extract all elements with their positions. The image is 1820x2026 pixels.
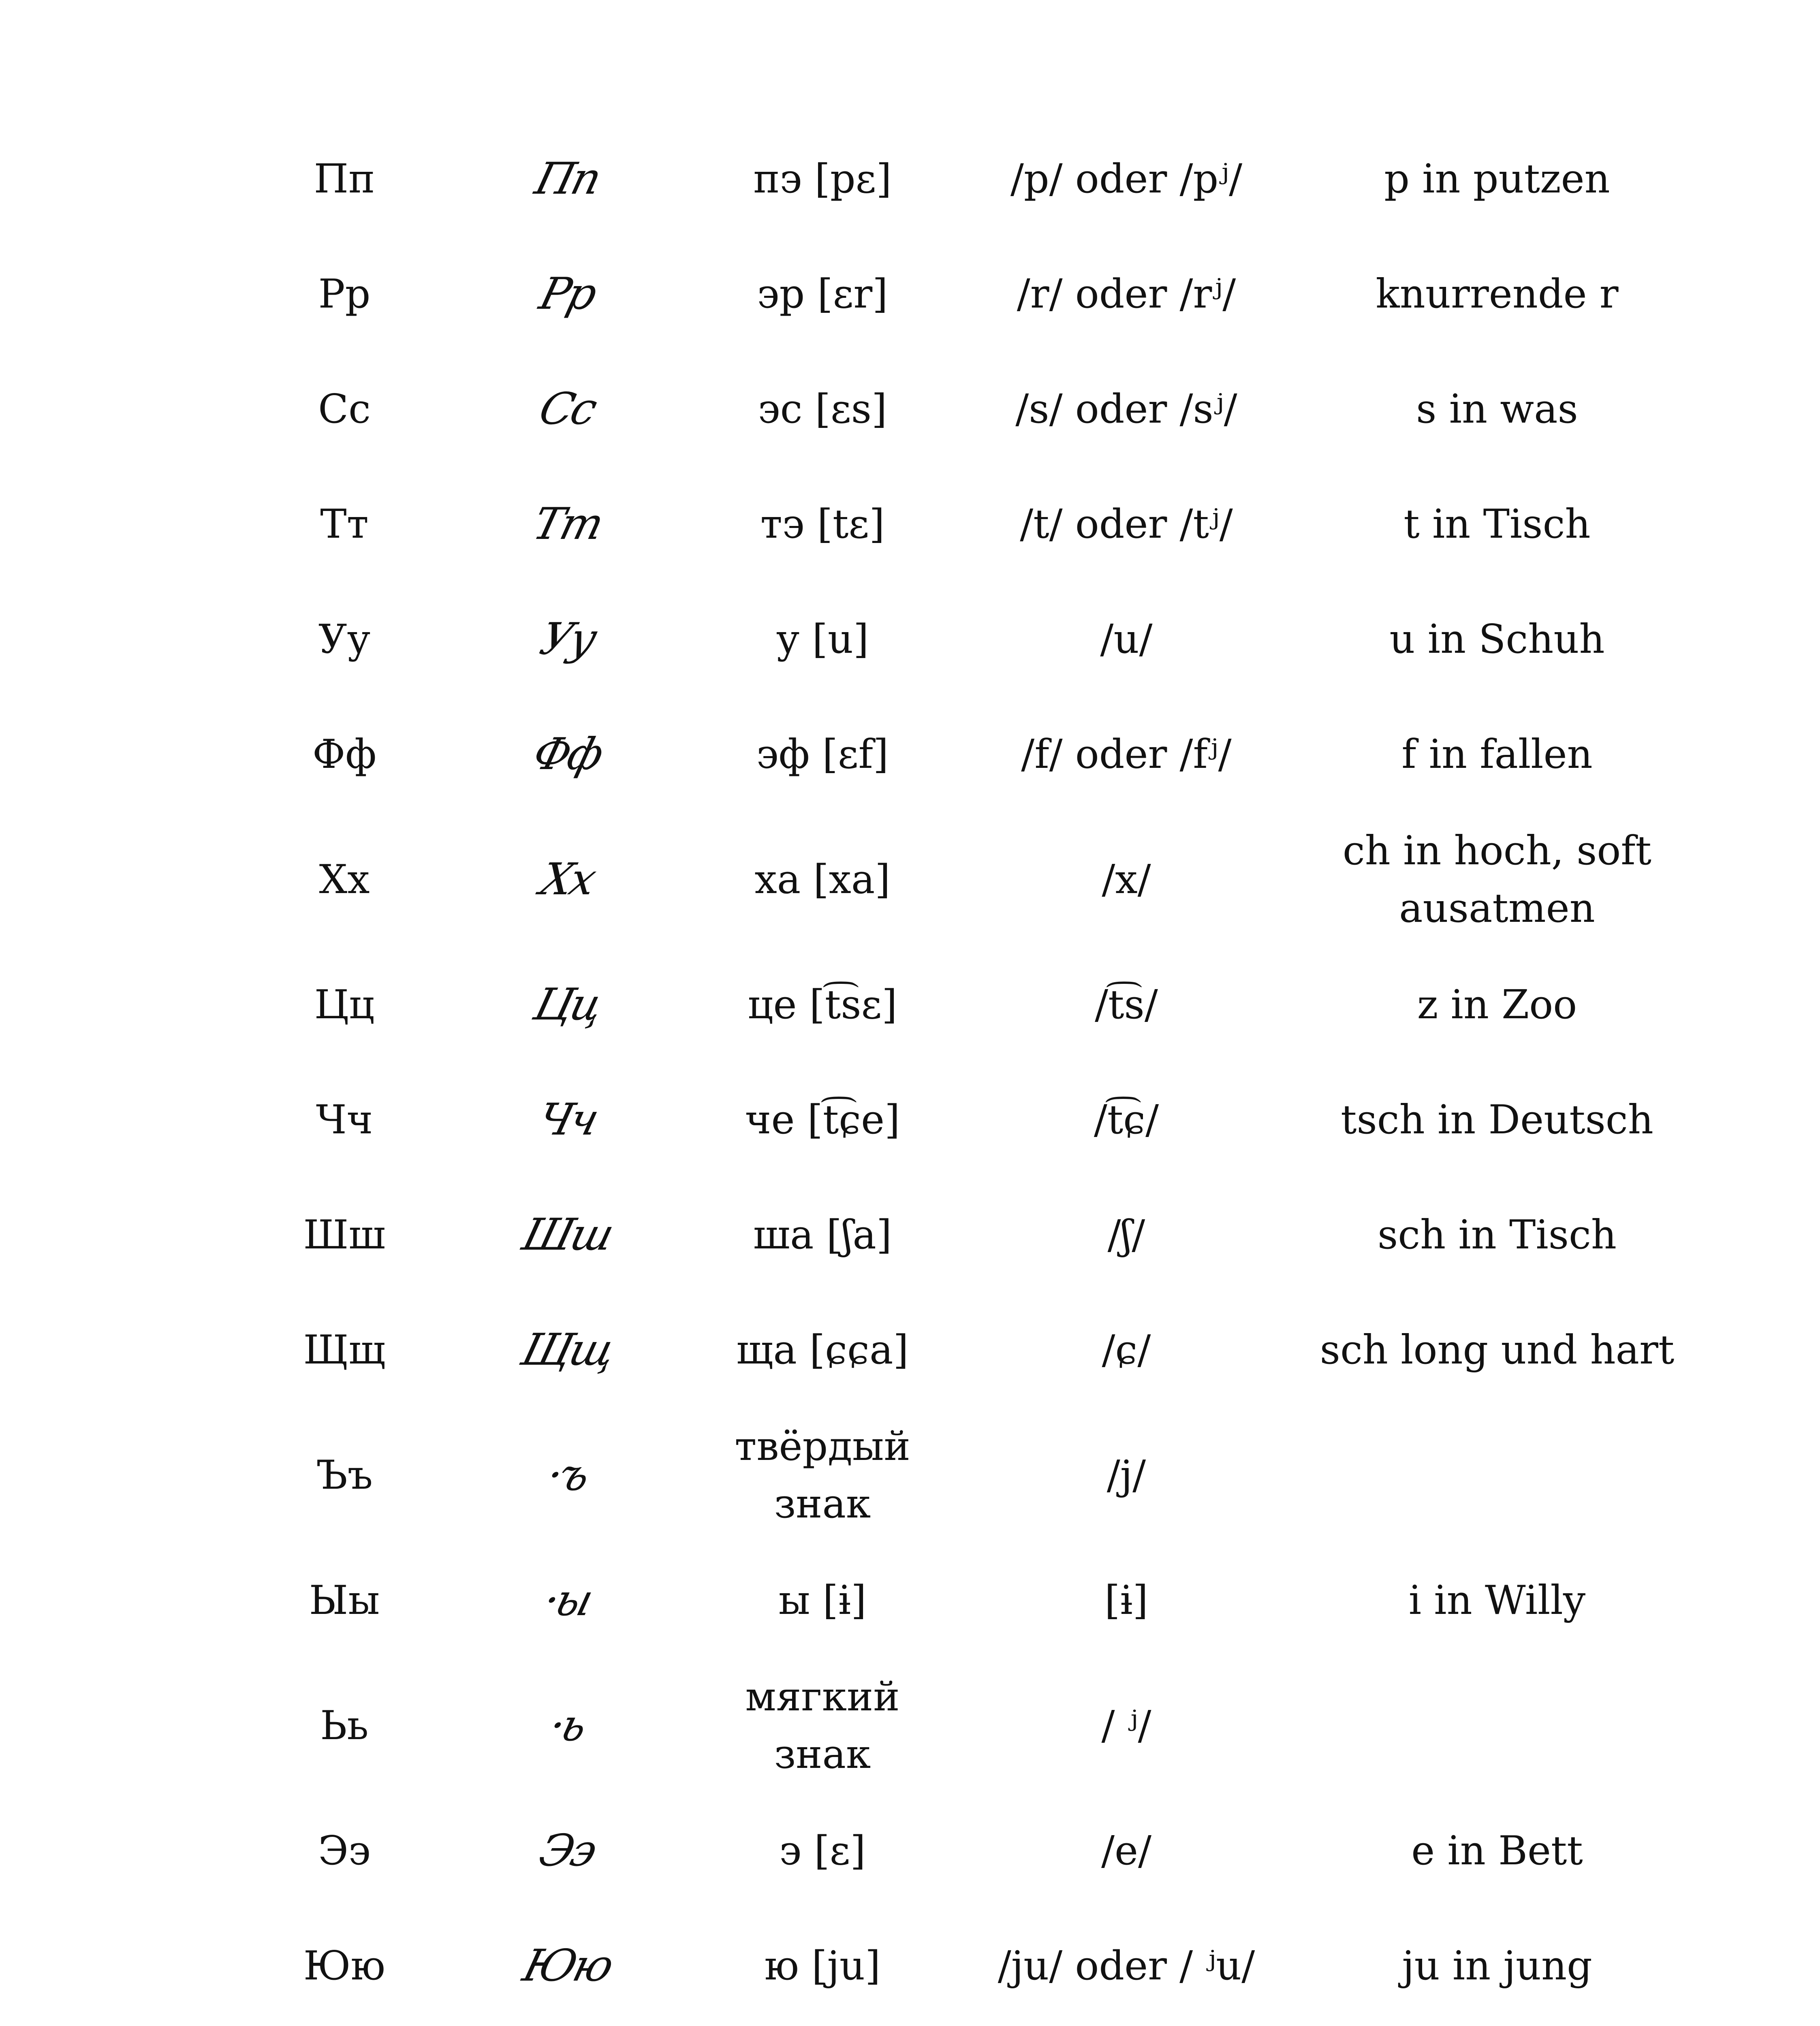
pronunciation-hint: sch long und hart [1320,1327,1675,1373]
phoneme: /p/ oder /pʲ/ [1010,156,1243,202]
letter-name: ща [ɕɕa] [736,1327,909,1373]
printed-letter [251,2024,438,2026]
phoneme: /ɕ/ [1102,1327,1151,1373]
pronunciation-hint: s in was [1416,386,1578,432]
phoneme: /r/ oder /rʲ/ [1017,271,1236,317]
letter-name: мягкий знак [745,1674,900,1778]
table-row [251,1543,1690,1658]
cursive-letter: Тт [528,499,607,549]
cursive-letter: Пп [530,154,605,204]
cursive-letter: Шш [517,1210,617,1260]
phoneme [968,2024,1284,2026]
printed-letter: Пп [314,156,375,202]
cursive-letter: Хх [535,854,599,905]
pronunciation-hint: tsch in Deutsch [1341,1097,1653,1143]
phoneme: [ɨ] [1104,1577,1148,1624]
cursive-letter: Рр [534,269,600,319]
letter-name: ю [ju] [764,1943,881,1989]
letter-name: ы [ɨ] [778,1577,867,1624]
phoneme: /f/ oder /fʲ/ [1021,731,1232,778]
table-row [251,697,1690,812]
printed-letter: Щщ [303,1327,386,1373]
table-row [251,1062,1690,1178]
cursive-letter: Уу [535,614,600,665]
letter-name: це [t͡sɛ] [748,982,897,1028]
letter-name: тэ [tɛ] [760,501,885,547]
phoneme: /j/ [1107,1452,1146,1498]
pronunciation-hint: p in putzen [1384,156,1610,202]
phoneme: /s/ oder /sʲ/ [1015,386,1237,432]
table-row [251,812,1690,947]
table-row [251,2024,1690,2026]
letter-name: че [t͡ɕe] [745,1097,900,1143]
cursive-letter: Сс [534,384,600,434]
pronunciation-hint: knurrende r [1376,271,1619,317]
letter-name: твёрдый знак [735,1423,910,1527]
printed-letter: Шш [303,1212,386,1258]
printed-letter: Фф [312,731,377,778]
cursive-letter: ·ь [544,1700,590,1751]
printed-letter: Хх [319,857,370,903]
printed-letter: Уу [318,616,371,663]
printed-letter: Ьь [320,1703,369,1749]
table-row [251,1908,1690,2024]
alphabet-table [251,122,1690,2026]
pronunciation-hint: f in fallen [1401,731,1593,778]
pronunciation-hint: e in Bett [1411,1828,1583,1874]
phoneme: /u/ [1100,616,1153,663]
printed-letter: Юю [303,1943,386,1989]
pronunciation-hint: ju in jung [1402,1943,1592,1989]
printed-letter: Чч [316,1097,373,1143]
phoneme: /t͡ɕ/ [1094,1097,1159,1143]
cursive-letter: Цц [529,979,606,1030]
printed-letter: Тт [320,501,369,547]
phoneme: /x/ [1102,857,1151,903]
table-row [251,237,1690,352]
letter-name: ша [ʃa] [753,1212,892,1258]
pronunciation-hint [1305,1658,1690,1793]
cursive-letter: ·ъ [542,1450,593,1500]
pronunciation-hint: sch in Tisch [1377,1212,1617,1258]
phoneme: /ʃ/ [1107,1212,1145,1258]
phoneme: /t/ oder /tʲ/ [1020,501,1233,547]
cursive-letter: Чч [533,1094,602,1145]
cursive-letter: Юю [518,1941,617,1991]
pronunciation-hint: z in Zoo [1417,982,1577,1028]
cursive-letter: Щщ [516,1325,618,1375]
letter-name: эр [ɛr] [757,271,888,317]
pronunciation-hint: t in Tisch [1403,501,1591,547]
table-row [251,467,1690,582]
pronunciation-hint [1305,1408,1690,1543]
printed-letter: Рр [318,271,371,317]
phoneme: / ʲ/ [1101,1703,1151,1749]
letter-name: эф [ɛf] [756,731,889,778]
letter-name: у [u] [776,616,869,663]
table-row [251,947,1690,1062]
phoneme: /e/ [1101,1828,1152,1874]
letter-name [697,2024,948,2026]
pronunciation-hint: u in Schuh [1389,616,1605,663]
pronunciation-hint: i in Willy [1408,1577,1586,1624]
printed-letter: Сс [318,386,371,432]
letter-name: э [ɛ] [779,1828,866,1874]
phoneme: /t͡s/ [1095,982,1158,1028]
table-row [251,1408,1690,1543]
table-row [251,1293,1690,1408]
cursive-letter: Фф [528,729,607,780]
phoneme: /ju/ oder / ʲu/ [998,1943,1255,1989]
letter-name: ха [xa] [754,857,891,903]
table-row [251,582,1690,697]
pronunciation-hint: ch in hoch, soft ausatmen [1342,828,1652,932]
cursive-letter: ·ы [538,1575,596,1626]
printed-letter: Ыы [309,1577,380,1624]
printed-letter: Ээ [318,1828,371,1874]
table-row [251,1658,1690,1793]
table-row [251,352,1690,467]
letter-name: пэ [pɛ] [753,156,892,202]
printed-letter: Цц [314,982,375,1028]
printed-letter: Ъъ [316,1452,373,1498]
letter-name: эс [ɛs] [758,386,887,432]
cursive-letter: Ээ [534,1825,600,1876]
table-row [251,1178,1690,1293]
table-row [251,122,1690,237]
pronunciation-hint [1305,2024,1690,2026]
cursive-letter [454,2024,681,2026]
table-row [251,1793,1690,1908]
